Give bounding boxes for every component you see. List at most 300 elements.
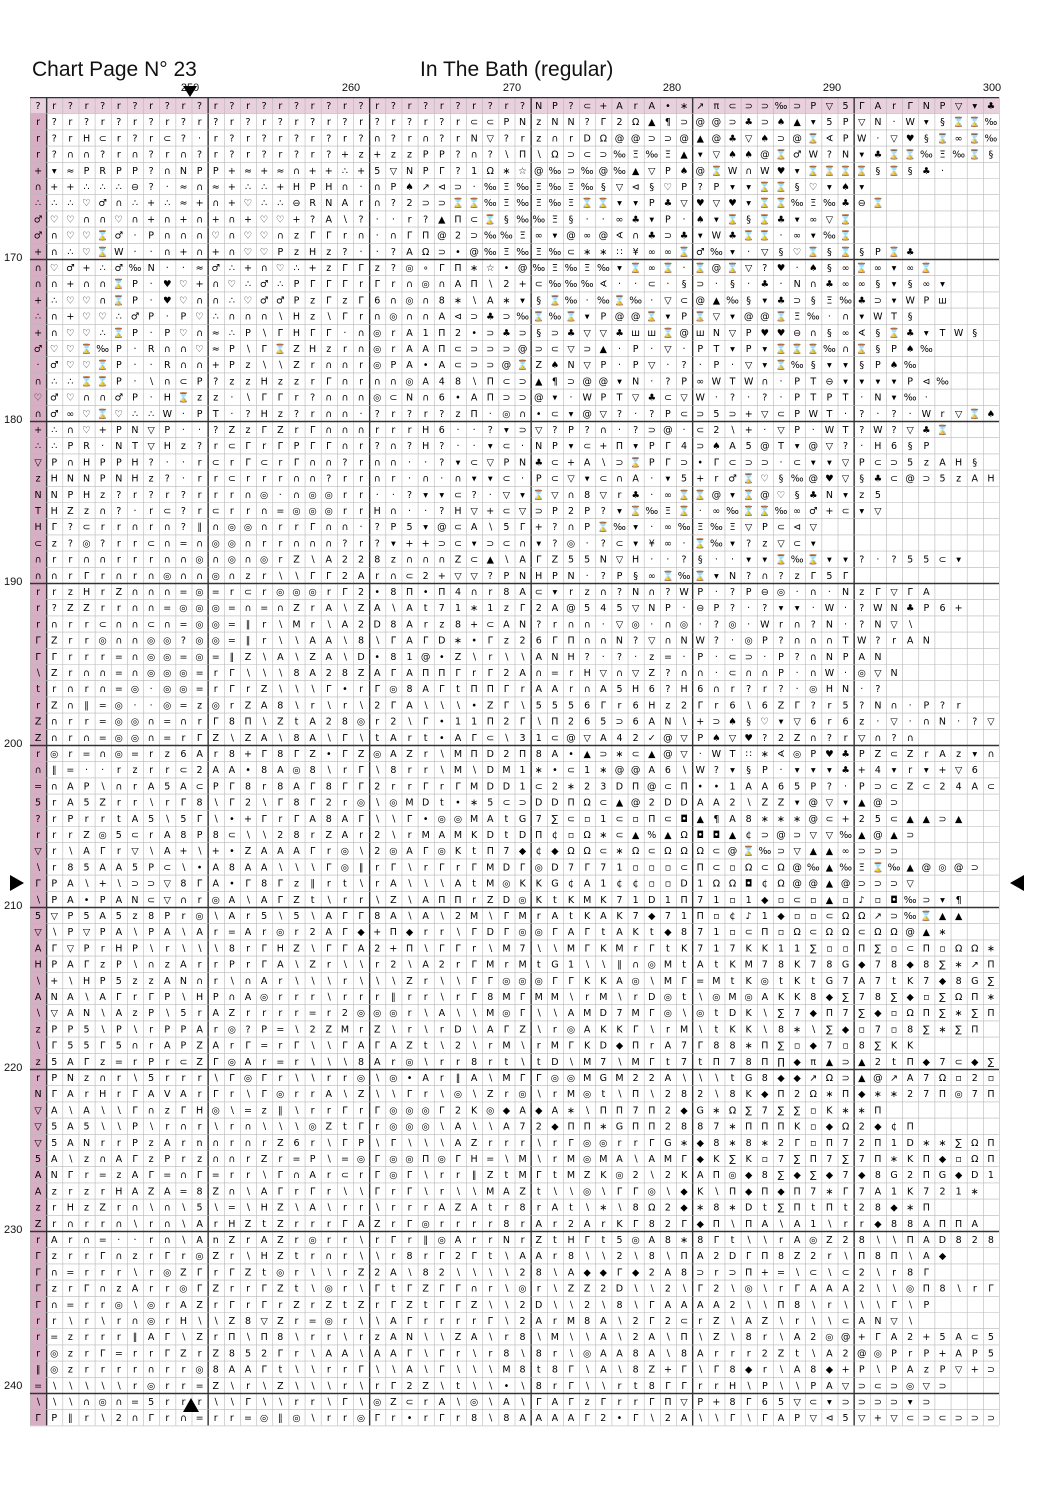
grid-symbol: 7 (777, 1153, 784, 1165)
grid-symbol: ∩ (599, 424, 607, 436)
grid-symbol: ≈ (66, 165, 75, 177)
grid-symbol: ♂ (49, 408, 59, 420)
grid-symbol: • (374, 651, 381, 663)
grid-symbol: r (100, 1364, 105, 1376)
grid-symbol: t (504, 829, 509, 841)
grid-symbol: ∖ (309, 975, 316, 987)
grid-symbol: r (84, 1089, 89, 1101)
grid-symbol: A (147, 781, 155, 793)
grid-symbol: ∖ (374, 1315, 381, 1327)
grid-symbol: ▾ (972, 100, 978, 112)
grid-symbol: ▾ (584, 473, 590, 485)
grid-symbol: ∩ (147, 716, 155, 728)
grid-symbol: r (36, 117, 41, 129)
grid-symbol: 5 (83, 1121, 90, 1133)
grid-symbol: ▲ (615, 797, 624, 809)
grid-symbol: · (472, 181, 476, 193)
grid-symbol: r (294, 991, 299, 1003)
grid-symbol: ▽ (599, 327, 607, 339)
grid-symbol: ♂ (259, 279, 269, 291)
grid-symbol: z (67, 1348, 73, 1360)
grid-symbol: Z (180, 1348, 187, 1360)
grid-symbol: ∖ (616, 1202, 623, 1214)
grid-symbol: N (632, 376, 640, 388)
grid-symbol: Ω (938, 1072, 947, 1084)
grid-symbol: ∩ (341, 392, 349, 404)
grid-symbol: ∷ (745, 748, 752, 760)
grid-symbol: · (521, 473, 525, 485)
grid-symbol: ▽ (615, 181, 624, 193)
grid-symbol: Γ (471, 862, 477, 874)
grid-symbol: r (165, 1413, 170, 1425)
grid-symbol: A (939, 457, 946, 469)
grid-symbol: ◆ (680, 1105, 688, 1117)
grid-symbol: r (84, 1332, 89, 1344)
grid-symbol: Γ (245, 441, 251, 453)
grid-symbol: ⌛ (871, 198, 884, 210)
grid-symbol: r (423, 1396, 428, 1408)
grid-symbol: Γ (439, 165, 445, 177)
grid-symbol: ▾ (940, 279, 945, 291)
grid-symbol: r (520, 1218, 525, 1230)
grid-symbol: P (115, 376, 122, 388)
grid-symbol: ∥ (35, 1364, 41, 1376)
grid-symbol: ∴ (277, 198, 284, 210)
grid-symbol: r (407, 765, 412, 777)
grid-symbol: ⊂ (890, 781, 899, 793)
grid-symbol: ⌛ (581, 198, 594, 210)
grid-symbol: r (665, 1024, 670, 1036)
grid-symbol: ∩ (50, 311, 58, 323)
grid-symbol: @ (566, 732, 576, 744)
grid-symbol: ∗ (696, 1202, 705, 1214)
grid-symbol: ∖ (438, 1040, 445, 1052)
grid-symbol: ∴ (228, 295, 235, 307)
grid-symbol: H (987, 473, 995, 485)
grid-symbol: M (453, 829, 463, 841)
grid-symbol: 8 (729, 1089, 736, 1101)
grid-symbol: + (421, 538, 430, 550)
grid-symbol: A (357, 570, 365, 582)
grid-symbol: Γ (342, 927, 348, 939)
grid-symbol: ≈ (195, 262, 204, 274)
grid-symbol: = (308, 1008, 317, 1020)
grid-symbol: ⌛ (758, 505, 771, 517)
grid-symbol: Γ (35, 651, 41, 663)
grid-symbol: @ (517, 262, 528, 274)
grid-symbol: A (180, 1089, 187, 1101)
grid-symbol: Z (406, 748, 413, 760)
grid-symbol: P (438, 149, 445, 161)
grid-symbol: ▾ (746, 198, 752, 210)
grid-symbol: ‰ (823, 198, 836, 210)
grid-symbol: ♡ (82, 230, 91, 242)
grid-symbol: ◎ (518, 927, 527, 939)
grid-symbol: A (470, 1072, 478, 1084)
grid-symbol: · (149, 295, 153, 307)
grid-symbol: ⊃ (615, 716, 624, 728)
grid-symbol: 2 (358, 586, 365, 598)
grid-symbol: 8 (729, 1364, 736, 1376)
grid-symbol: Γ (536, 1170, 542, 1182)
grid-symbol: ? (148, 149, 154, 161)
grid-symbol: 5 (51, 1121, 58, 1133)
grid-symbol: ∴ (115, 311, 122, 323)
grid-symbol: r (633, 991, 638, 1003)
grid-symbol: ∖ (487, 1072, 494, 1084)
grid-symbol: ‰ (532, 214, 546, 226)
grid-symbol: A (357, 943, 365, 955)
grid-symbol: 8 (664, 1234, 671, 1246)
grid-symbol: ∖ (519, 1348, 526, 1360)
grid-symbol: P (923, 700, 930, 712)
grid-symbol: ⌛ (468, 198, 481, 210)
grid-symbol: ◎ (583, 1153, 592, 1165)
grid-symbol: ? (293, 149, 299, 161)
grid-symbol: A (519, 1251, 526, 1263)
grid-symbol: ⌛ (694, 262, 707, 274)
grid-symbol: + (227, 181, 236, 193)
grid-symbol: Γ (51, 1040, 57, 1052)
grid-symbol: ∗ (470, 603, 479, 615)
grid-symbol: r (342, 505, 347, 517)
grid-symbol: ▲ (825, 862, 834, 874)
grid-symbol: ⊃ (728, 408, 737, 420)
grid-symbol: ⊃ (760, 829, 769, 841)
grid-symbol: 5 (939, 1332, 946, 1344)
grid-symbol: ⌛ (662, 570, 674, 582)
grid-symbol: ◎ (227, 554, 237, 566)
grid-symbol: ‰ (564, 295, 578, 307)
grid-symbol: Γ (132, 1105, 138, 1117)
grid-symbol: ⊃ (696, 441, 705, 453)
grid-symbol: z (84, 1153, 90, 1165)
grid-symbol: r (84, 1315, 89, 1327)
grid-symbol: Γ (600, 1396, 606, 1408)
grid-symbol: r (407, 991, 412, 1003)
grid-symbol: A (390, 910, 397, 922)
grid-symbol: r (197, 1121, 202, 1133)
grid-symbol: ⊂ (922, 781, 931, 793)
grid-symbol: ⊃ (502, 311, 511, 323)
grid-symbol: + (486, 505, 495, 517)
grid-symbol: ∖ (406, 1137, 413, 1149)
grid-symbol: ‰ (96, 343, 110, 355)
grid-symbol: r (197, 489, 202, 501)
grid-symbol: ⊃ (647, 133, 656, 145)
grid-symbol: ∴ (228, 262, 235, 274)
grid-symbol: 7 (826, 1040, 833, 1052)
grid-symbol: ∖ (422, 1332, 429, 1344)
grid-symbol: ? (810, 700, 816, 712)
grid-symbol: ∖ (406, 959, 413, 971)
grid-symbol: ∴ (341, 165, 348, 177)
grid-symbol: ? (649, 408, 655, 420)
grid-symbol: ∖ (374, 1364, 381, 1376)
grid-symbol: ∖ (471, 1267, 478, 1279)
grid-symbol: ∖ (406, 894, 413, 906)
grid-symbol: A (454, 878, 462, 890)
grid-symbol: ▾ (827, 360, 832, 372)
grid-symbol: P (568, 424, 574, 436)
grid-symbol: r (423, 748, 428, 760)
grid-symbol: r (133, 554, 137, 566)
grid-symbol: ▾ (552, 230, 558, 242)
grid-symbol: P (875, 360, 881, 372)
grid-symbol: @ (679, 327, 689, 339)
grid-symbol: + (437, 570, 446, 582)
grid-symbol: A (696, 797, 704, 809)
grid-symbol: @ (808, 797, 819, 809)
grid-symbol: A (438, 1202, 446, 1214)
grid-symbol: H (292, 181, 301, 193)
grid-symbol: ∩ (212, 198, 220, 210)
grid-symbol: 6 (810, 716, 817, 728)
grid-symbol: § (730, 279, 735, 291)
grid-symbol: Π (680, 781, 688, 793)
grid-symbol: = (776, 1267, 785, 1279)
grid-symbol: ∥ (229, 651, 235, 663)
grid-symbol: 2 (374, 781, 381, 793)
grid-symbol: P (422, 165, 429, 177)
grid-symbol: ⊃ (518, 797, 527, 809)
grid-symbol: A (616, 1153, 623, 1165)
grid-symbol: ▽ (825, 100, 834, 112)
grid-symbol: r (165, 1299, 170, 1311)
grid-symbol: ∩ (470, 1283, 478, 1295)
grid-symbol: r (552, 1380, 557, 1392)
grid-symbol: M (421, 829, 430, 841)
grid-symbol: N (874, 117, 882, 129)
grid-symbol: ⊃ (938, 813, 947, 825)
grid-symbol: A (131, 1170, 139, 1182)
grid-symbol: ? (197, 441, 203, 453)
grid-symbol: Γ (51, 651, 57, 663)
grid-symbol: ◆ (874, 1218, 882, 1230)
grid-symbol: ‰ (790, 473, 804, 485)
grid-symbol: @ (420, 651, 431, 663)
grid-symbol: ∩ (664, 635, 672, 647)
grid-symbol: ∩ (147, 1105, 155, 1117)
grid-symbol: ▾ (617, 198, 622, 210)
grid-symbol: ▽ (131, 846, 139, 858)
grid-symbol: ◎ (421, 1105, 430, 1117)
grid-symbol: 8 (471, 1413, 478, 1425)
grid-symbol: Π (938, 1089, 947, 1101)
grid-symbol: ∩ (179, 1170, 187, 1182)
grid-symbol: r (488, 1348, 493, 1360)
grid-symbol: ⊃ (486, 343, 495, 355)
grid-symbol: ♥ (695, 198, 705, 210)
grid-symbol: A (357, 1040, 365, 1052)
grid-symbol: ⊃ (970, 862, 979, 874)
grid-symbol: ▽ (954, 765, 963, 777)
grid-symbol: Γ (649, 1299, 655, 1311)
grid-symbol: A (293, 846, 300, 858)
grid-symbol: ∖ (842, 1251, 849, 1263)
grid-symbol: r (843, 1218, 848, 1230)
grid-symbol: t (682, 959, 686, 971)
grid-symbol: + (82, 262, 91, 274)
grid-symbol: K (454, 846, 462, 858)
grid-symbol: A (503, 1396, 510, 1408)
grid-symbol: 4 (955, 781, 962, 793)
grid-symbol: ⌛ (678, 489, 690, 501)
grid-symbol: t (601, 927, 606, 939)
grid-symbol: P (778, 651, 784, 663)
grid-symbol: ⊂ (195, 781, 204, 793)
grid-symbol: A (729, 813, 736, 825)
grid-symbol: ∖ (713, 1072, 720, 1084)
grid-symbol: 8 (826, 959, 833, 971)
grid-symbol: A (567, 1413, 575, 1425)
grid-symbol: ? (293, 408, 299, 420)
grid-symbol: G (551, 959, 559, 971)
grid-symbol: ♣ (744, 117, 753, 129)
grid-symbol: K (745, 1153, 752, 1165)
grid-symbol: r (68, 1186, 73, 1198)
grid-symbol: 6 (761, 700, 768, 712)
grid-symbol: ? (310, 214, 316, 226)
grid-symbol: · (650, 619, 654, 631)
grid-symbol: ⌛ (532, 489, 545, 501)
grid-symbol: z (35, 473, 41, 485)
grid-symbol: A (858, 651, 865, 663)
grid-symbol: Γ (503, 700, 510, 712)
grid-symbol: K (680, 1170, 688, 1182)
grid-symbol: t (779, 975, 783, 987)
grid-symbol: @ (711, 262, 722, 274)
grid-symbol: · (375, 246, 379, 258)
grid-symbol: Γ (35, 878, 41, 890)
grid-symbol: r (649, 1040, 654, 1052)
row-number-label: 180 (4, 414, 23, 426)
grid-symbol: A (616, 975, 623, 987)
grid-symbol: ♣ (922, 424, 931, 436)
grid-symbol: ∖ (955, 1283, 962, 1295)
grid-symbol: ¶ (713, 813, 720, 825)
grid-symbol: ∖ (51, 1380, 58, 1392)
grid-symbol: Ξ (858, 862, 865, 874)
grid-symbol: 5 (83, 1024, 90, 1036)
grid-symbol: ⊂ (211, 505, 220, 517)
grid-symbol: 5 (261, 910, 268, 922)
grid-symbol: 2 (519, 1299, 526, 1311)
grid-symbol: ⊃ (728, 117, 737, 129)
grid-symbol: 8 (681, 1121, 688, 1133)
grid-symbol: ∑ (874, 943, 882, 955)
grid-symbol: 8 (697, 1121, 704, 1133)
grid-symbol: ∩ (276, 230, 284, 242)
grid-symbol: ∩ (632, 230, 640, 242)
grid-symbol: r (569, 667, 573, 679)
grid-symbol: · (811, 603, 815, 615)
grid-symbol: ◎ (502, 1008, 511, 1020)
grid-symbol: r (262, 635, 267, 647)
grid-symbol: · (698, 505, 702, 517)
grid-symbol: ∖ (212, 1202, 219, 1214)
grid-symbol: 8 (745, 1332, 752, 1344)
grid-symbol: P (810, 1380, 817, 1392)
grid-symbol: ? (51, 603, 57, 615)
grid-symbol: W (582, 392, 592, 404)
grid-symbol: z (261, 1105, 267, 1117)
grid-symbol: r (36, 1234, 41, 1246)
grid-symbol: P (632, 360, 639, 372)
grid-symbol: 8 (180, 829, 187, 841)
grid-symbol: ◎ (502, 975, 511, 987)
grid-symbol: ◎ (146, 635, 156, 647)
grid-symbol: ♡ (276, 262, 285, 274)
grid-symbol: ∖ (535, 943, 542, 955)
grid-symbol: D (422, 797, 430, 809)
grid-symbol: ▾ (552, 392, 558, 404)
grid-symbol: A (325, 214, 333, 226)
grid-symbol: P (810, 781, 817, 793)
grid-symbol: ? (826, 732, 832, 744)
grid-symbol: P (665, 165, 671, 177)
grid-symbol: D (680, 797, 688, 809)
grid-symbol: · (779, 230, 783, 242)
grid-symbol: ∖ (358, 1348, 365, 1360)
grid-symbol: r (52, 813, 57, 825)
grid-symbol: r (294, 1315, 299, 1327)
grid-symbol: ∖ (535, 1137, 542, 1149)
grid-symbol: r (423, 1202, 428, 1214)
grid-symbol: r (229, 1170, 234, 1182)
grid-symbol: + (841, 1364, 850, 1376)
grid-symbol: @ (469, 246, 479, 258)
grid-symbol: t (116, 813, 121, 825)
grid-symbol: r (84, 1251, 89, 1263)
grid-symbol: Π (874, 1137, 882, 1149)
grid-symbol: N (874, 651, 882, 663)
grid-symbol: ∖ (697, 1024, 704, 1036)
grid-symbol: W (873, 603, 883, 615)
grid-symbol: r (84, 1364, 89, 1376)
grid-symbol: ▾ (827, 457, 832, 469)
grid-symbol: A (164, 1137, 171, 1149)
grid-symbol: P (552, 570, 558, 582)
grid-symbol: ♂ (809, 505, 818, 517)
grid-symbol: 8 (245, 1315, 252, 1327)
grid-symbol: ∩ (34, 570, 42, 582)
grid-symbol: ⌛ (532, 311, 545, 323)
grid-symbol: A (67, 1008, 74, 1020)
grid-symbol: Γ (293, 813, 300, 825)
grid-symbol: · (827, 311, 831, 323)
grid-symbol: 2 (374, 943, 381, 955)
grid-symbol: Π (454, 894, 462, 906)
grid-symbol: + (744, 424, 753, 436)
grid-symbol: ▽ (890, 586, 898, 598)
grid-symbol: + (66, 181, 75, 193)
grid-symbol: r (246, 149, 250, 161)
grid-symbol: t (456, 1380, 460, 1392)
grid-symbol: r (165, 943, 170, 955)
grid-symbol: ▽ (34, 927, 42, 939)
grid-symbol: Z (325, 1024, 333, 1036)
grid-symbol: Ω (728, 1105, 737, 1117)
grid-symbol: § (697, 554, 703, 566)
grid-symbol: 7 (761, 959, 768, 971)
grid-symbol: ∖ (325, 1267, 332, 1279)
grid-symbol: Z (357, 603, 365, 615)
grid-symbol: 8 (293, 829, 300, 841)
grid-symbol: ∖ (180, 1332, 187, 1344)
grid-symbol: r (197, 716, 202, 728)
grid-symbol: P (309, 181, 316, 193)
